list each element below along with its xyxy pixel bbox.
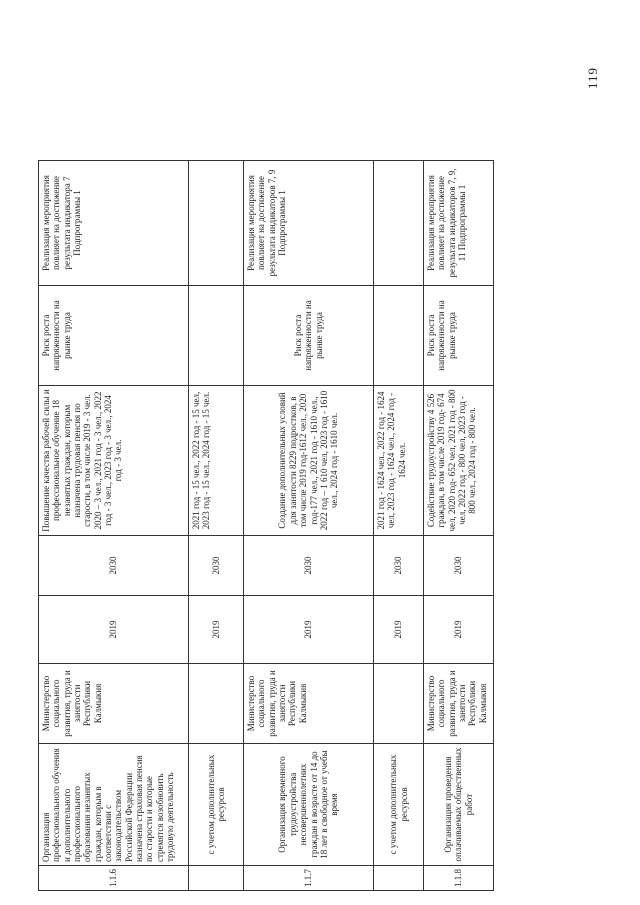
executor: Министерство социального развития, труда и занятости Республики Калмыкия bbox=[39, 664, 189, 744]
table-row bbox=[39, 161, 189, 891]
start-year: 2019 bbox=[189, 596, 244, 664]
indicator-link: Реализация мероприятия повлияет на достижение результата индикаторов 7, 9 Подпрограммы 1 bbox=[244, 161, 374, 286]
row-number: 1.1.8 bbox=[424, 866, 494, 891]
indicator-link bbox=[374, 161, 424, 286]
end-year: 2030 bbox=[374, 536, 424, 596]
event-description: с учетом дополнительных ресурсов bbox=[374, 744, 424, 866]
row-number bbox=[189, 866, 244, 891]
expected-result: Содействие трудоустройству 4 526 граждан, в том числе 2019 год- 674 чел, 2020 год- 652 чел, 2021 год - 800 чел, 2022 год - 800 чел, 2023 год - 800 чел., 2024 год - 800 чел. bbox=[424, 386, 494, 536]
end-year: 2030 bbox=[424, 536, 494, 596]
expected-result: 2021 год - 15 чел., 2022 год - 15 чел, 2023 год - 15 чел., 2024 год - 15 чел. bbox=[189, 386, 244, 536]
expected-result: Повышение качества рабочей силы и профессиональное обучение 18 незанятых граждан, которым назначена трудовая пенсия по старости, в том числе 2019 - 3 чел. 2020 – 3 чел., 2021 год - 3 чел., 2022 год - 3 чел., 2023 год - 3 чел., 2024 год - 3 чел. bbox=[39, 386, 189, 536]
end-year: 2030 bbox=[244, 536, 374, 596]
executor: Министерство социального развития, труда и занятости Республики Калмыкия bbox=[424, 664, 494, 744]
executor bbox=[374, 664, 424, 744]
table-row bbox=[189, 161, 244, 891]
start-year: 2019 bbox=[424, 596, 494, 664]
table-row bbox=[424, 161, 494, 891]
table-row bbox=[244, 161, 374, 891]
indicator-link: Реализация мероприятия повлияет на достижение результата индикаторов 7, 9, 11 Подпрограммы 1 bbox=[424, 161, 494, 286]
event-description: Организация проведения оплачиваемых общественных работ bbox=[424, 744, 494, 866]
executor bbox=[189, 664, 244, 744]
table-row bbox=[374, 161, 424, 891]
event-description: с учетом дополнительных ресурсов bbox=[189, 744, 244, 866]
risk: Риск роста напряженности на рынке труда bbox=[244, 286, 374, 386]
row-number bbox=[374, 866, 424, 891]
executor: Министерство социального развития, труда и занятости Республики Калмыкия bbox=[244, 664, 374, 744]
end-year: 2030 bbox=[189, 536, 244, 596]
start-year: 2019 bbox=[374, 596, 424, 664]
program-measures-table bbox=[38, 160, 494, 891]
indicator-link bbox=[189, 161, 244, 286]
row-number: 1.1.6 bbox=[39, 866, 189, 891]
risk: Риск роста напряженности на рынке труда bbox=[424, 286, 494, 386]
event-description: Организация временного трудоустройства несовершеннолетних граждан в возрасте от 14 до 18 лет в свободное от учебы время bbox=[244, 744, 374, 866]
row-number: 1.1.7 bbox=[244, 866, 374, 891]
risk: Риск роста напряженности на рынке труда bbox=[39, 286, 189, 386]
risk bbox=[374, 286, 424, 386]
risk bbox=[189, 286, 244, 386]
expected-result: Создание дополнительных условий для занятости 8229 подростков, в том числе 2019 год-1612 чел., 2020 год-177 чел., 2021 год - 1610 чел., 2022 год – 1 610 чел, 2023 год - 1610 чел., 2024 год - 1610 чел. bbox=[244, 386, 374, 536]
event-description: Организация профессионального обучения и дополнительного профессионального образования незанятых граждан, которым в соответствии с законодательством Российской Федерации назначена страховая пенсия по старости и которые стремятся возобновить трудовую деятельность bbox=[39, 744, 189, 866]
page-number: 119 bbox=[585, 66, 600, 89]
indicator-link: Реализация мероприятия повлияет на достижение результата индикатора 7 Подпрограммы 1 bbox=[39, 161, 189, 286]
start-year: 2019 bbox=[244, 596, 374, 664]
expected-result: 2021 год - 1624 чел., 2022 год - 1624 чел, 2023 год - 1624 чел., 2024 год - 1624 чел. bbox=[374, 386, 424, 536]
start-year: 2019 bbox=[39, 596, 189, 664]
end-year: 2030 bbox=[39, 536, 189, 596]
